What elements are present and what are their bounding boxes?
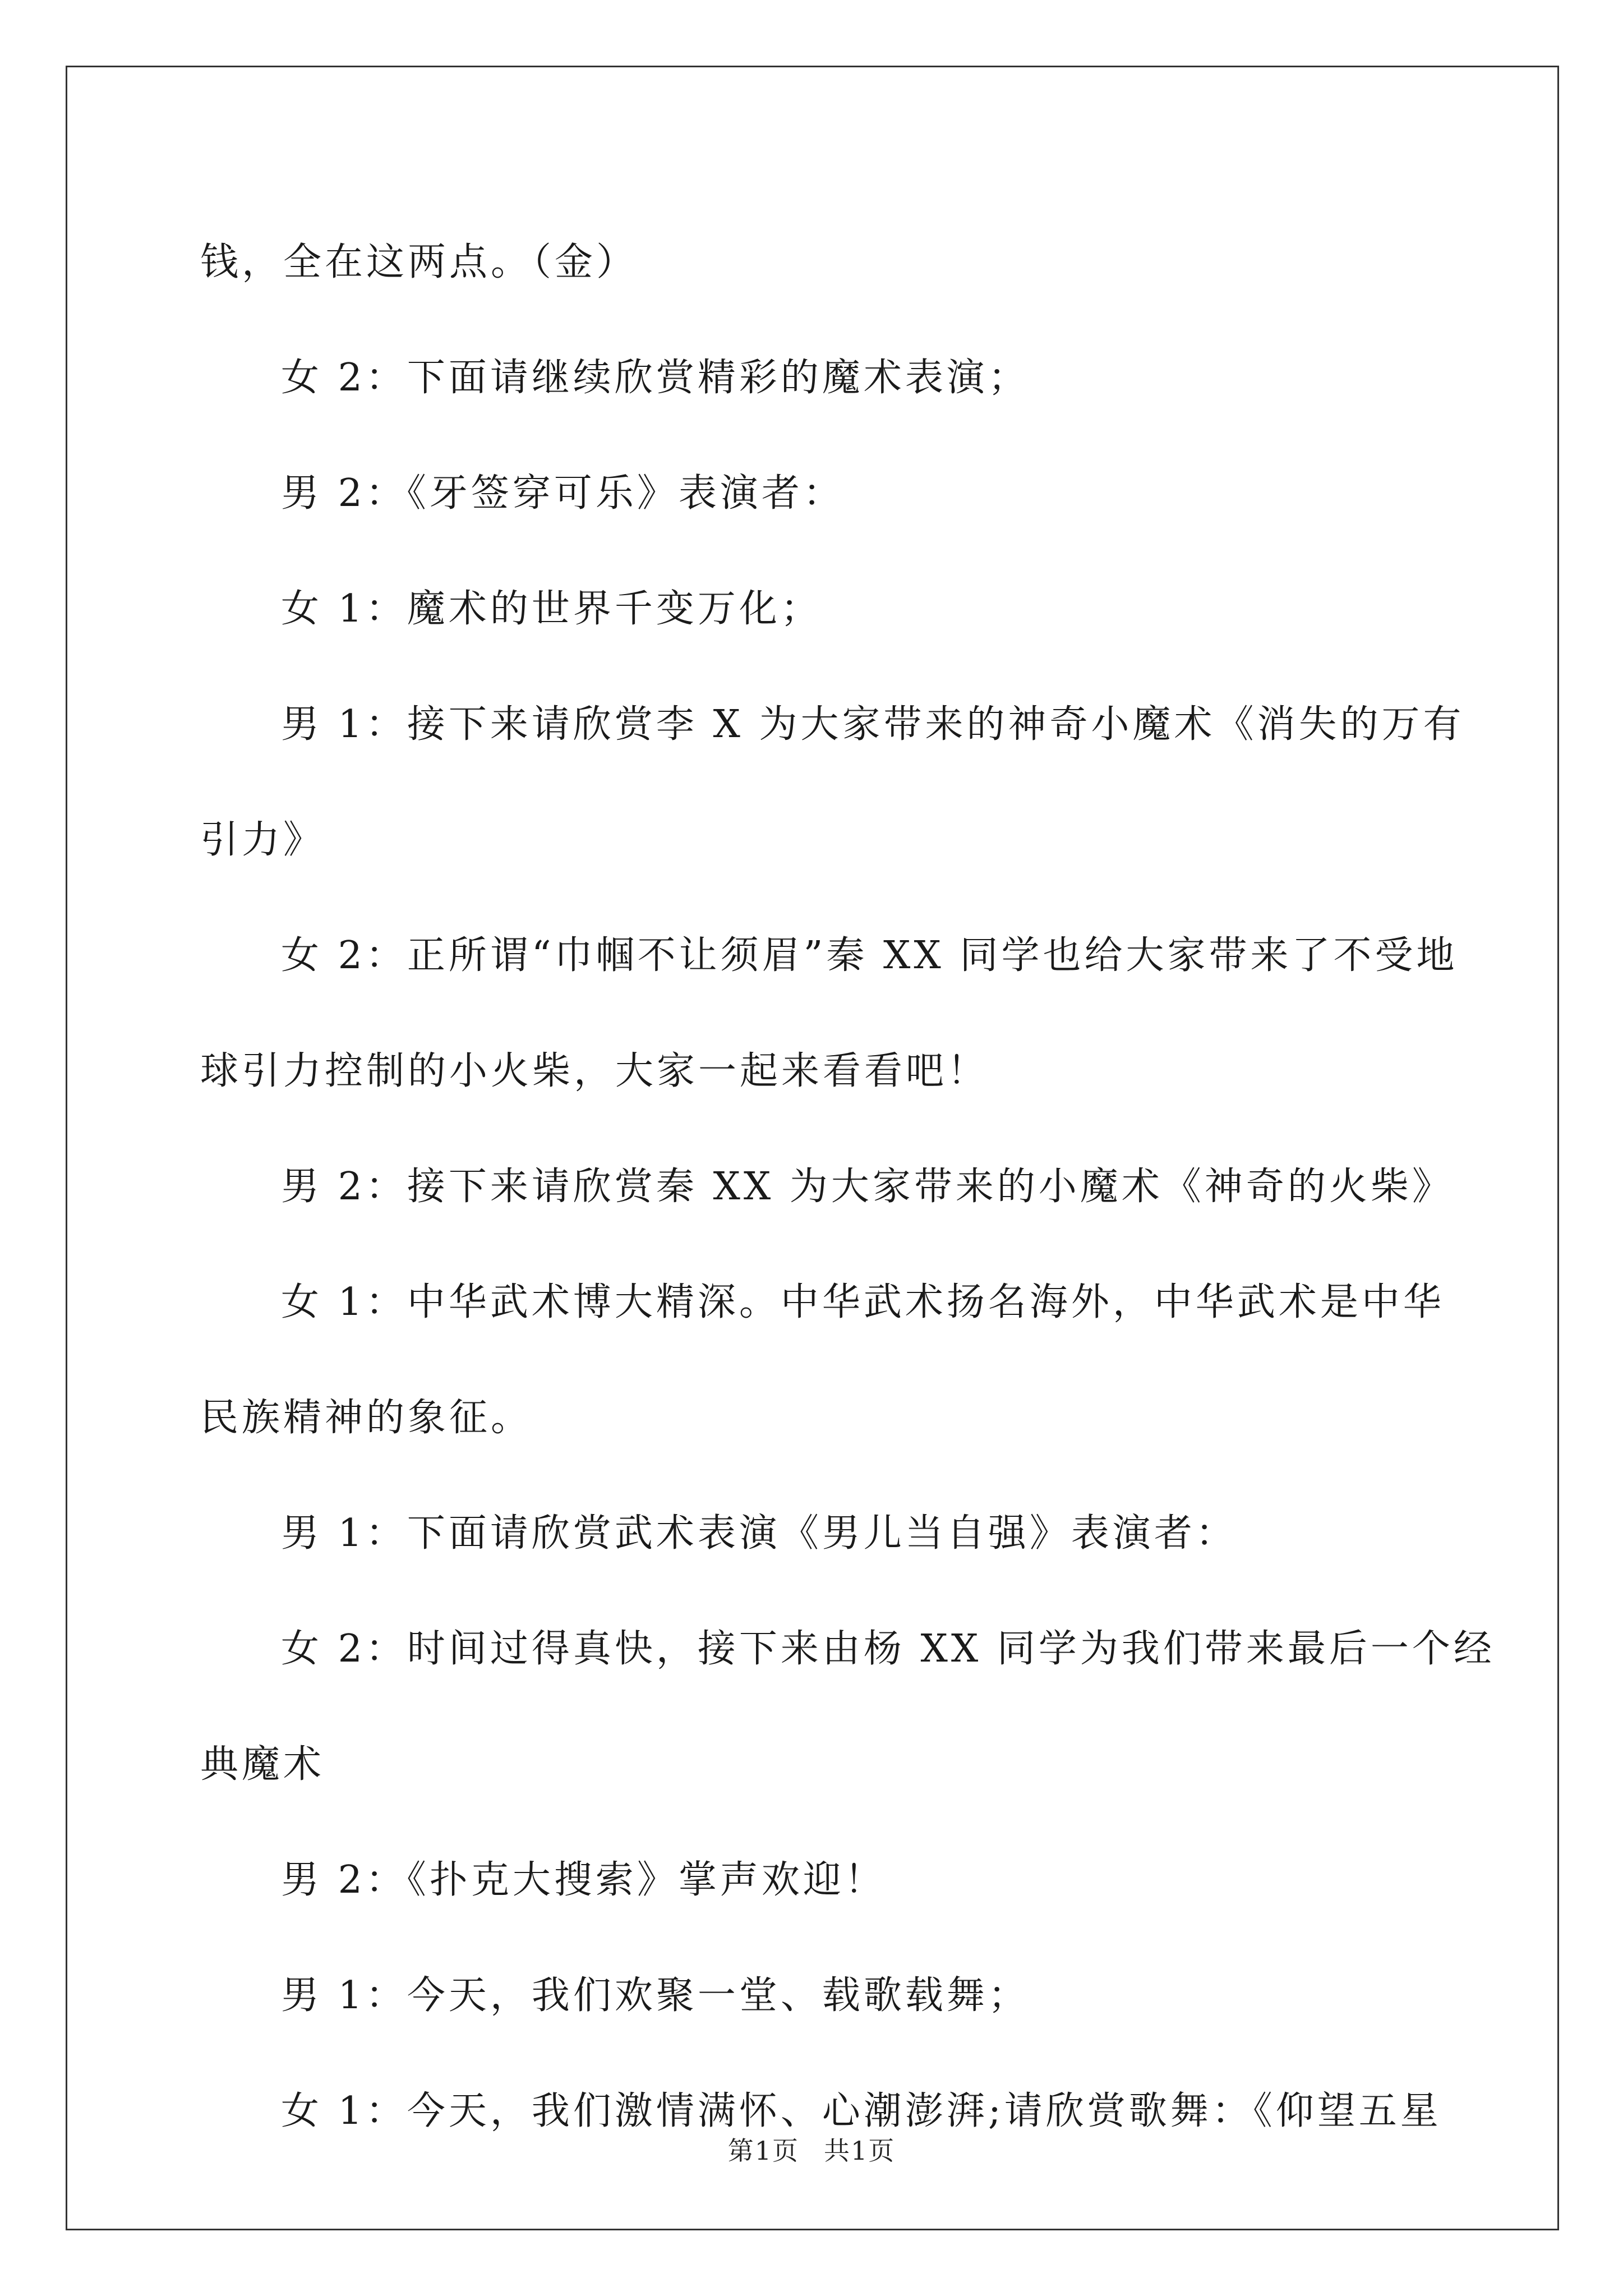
text-line: 男 1：接下来请欣赏李 X 为大家带来的神奇小魔术《消失的万有 [281, 702, 1465, 747]
document-body [200, 205, 1495, 2169]
text-line: 女 1：今天，我们激情满怀、心潮澎湃;请欣赏歌舞：《仰望五星 [281, 2089, 1442, 2133]
text-line: 男 1：下面请欣赏武术表演《男儿当自强》表演者： [281, 1511, 1237, 1556]
text-line: 男 2：接下来请欣赏秦 XX 为大家带来的小魔术《神奇的火柴》 [281, 1165, 1454, 1209]
text-line: 球引力控制的小火柴，大家一起来看看吧！ [200, 1049, 989, 1093]
page-number: 第1页 [727, 2136, 799, 2166]
page-total: 共1页 [824, 2136, 896, 2166]
text-line: 引力》 [200, 818, 325, 862]
text-line: 女 2：下面请继续欣赏精彩的魔术表演； [281, 356, 1030, 400]
text-line: 女 2：时间过得真快，接下来由杨 XX 同学为我们带来最后一个经 [281, 1627, 1495, 1671]
text-line: 女 1：魔术的世界千变万化； [281, 587, 822, 631]
text-line: 女 1：中华武术博大精深。中华武术扬名海外，中华武术是中华 [281, 1280, 1445, 1324]
text-line: 男 2：《扑克大搜索》掌声欢迎！ [281, 1858, 886, 1902]
text-line: 男 1：今天，我们欢聚一堂、载歌载舞； [281, 1973, 1030, 2018]
text-line: 女 2：正所谓“巾帼不让须眉”秦 XX 同学也给大家带来了不受地 [281, 933, 1458, 978]
page-footer [0, 2131, 1623, 2168]
text-line: 钱，全在这两点。（金） [200, 240, 638, 284]
text-line: 典魔术 [200, 1742, 325, 1787]
text-line: 民族精神的象征。 [200, 1396, 533, 1440]
text-line: 男 2：《牙签穿可乐》表演者： [281, 471, 845, 516]
